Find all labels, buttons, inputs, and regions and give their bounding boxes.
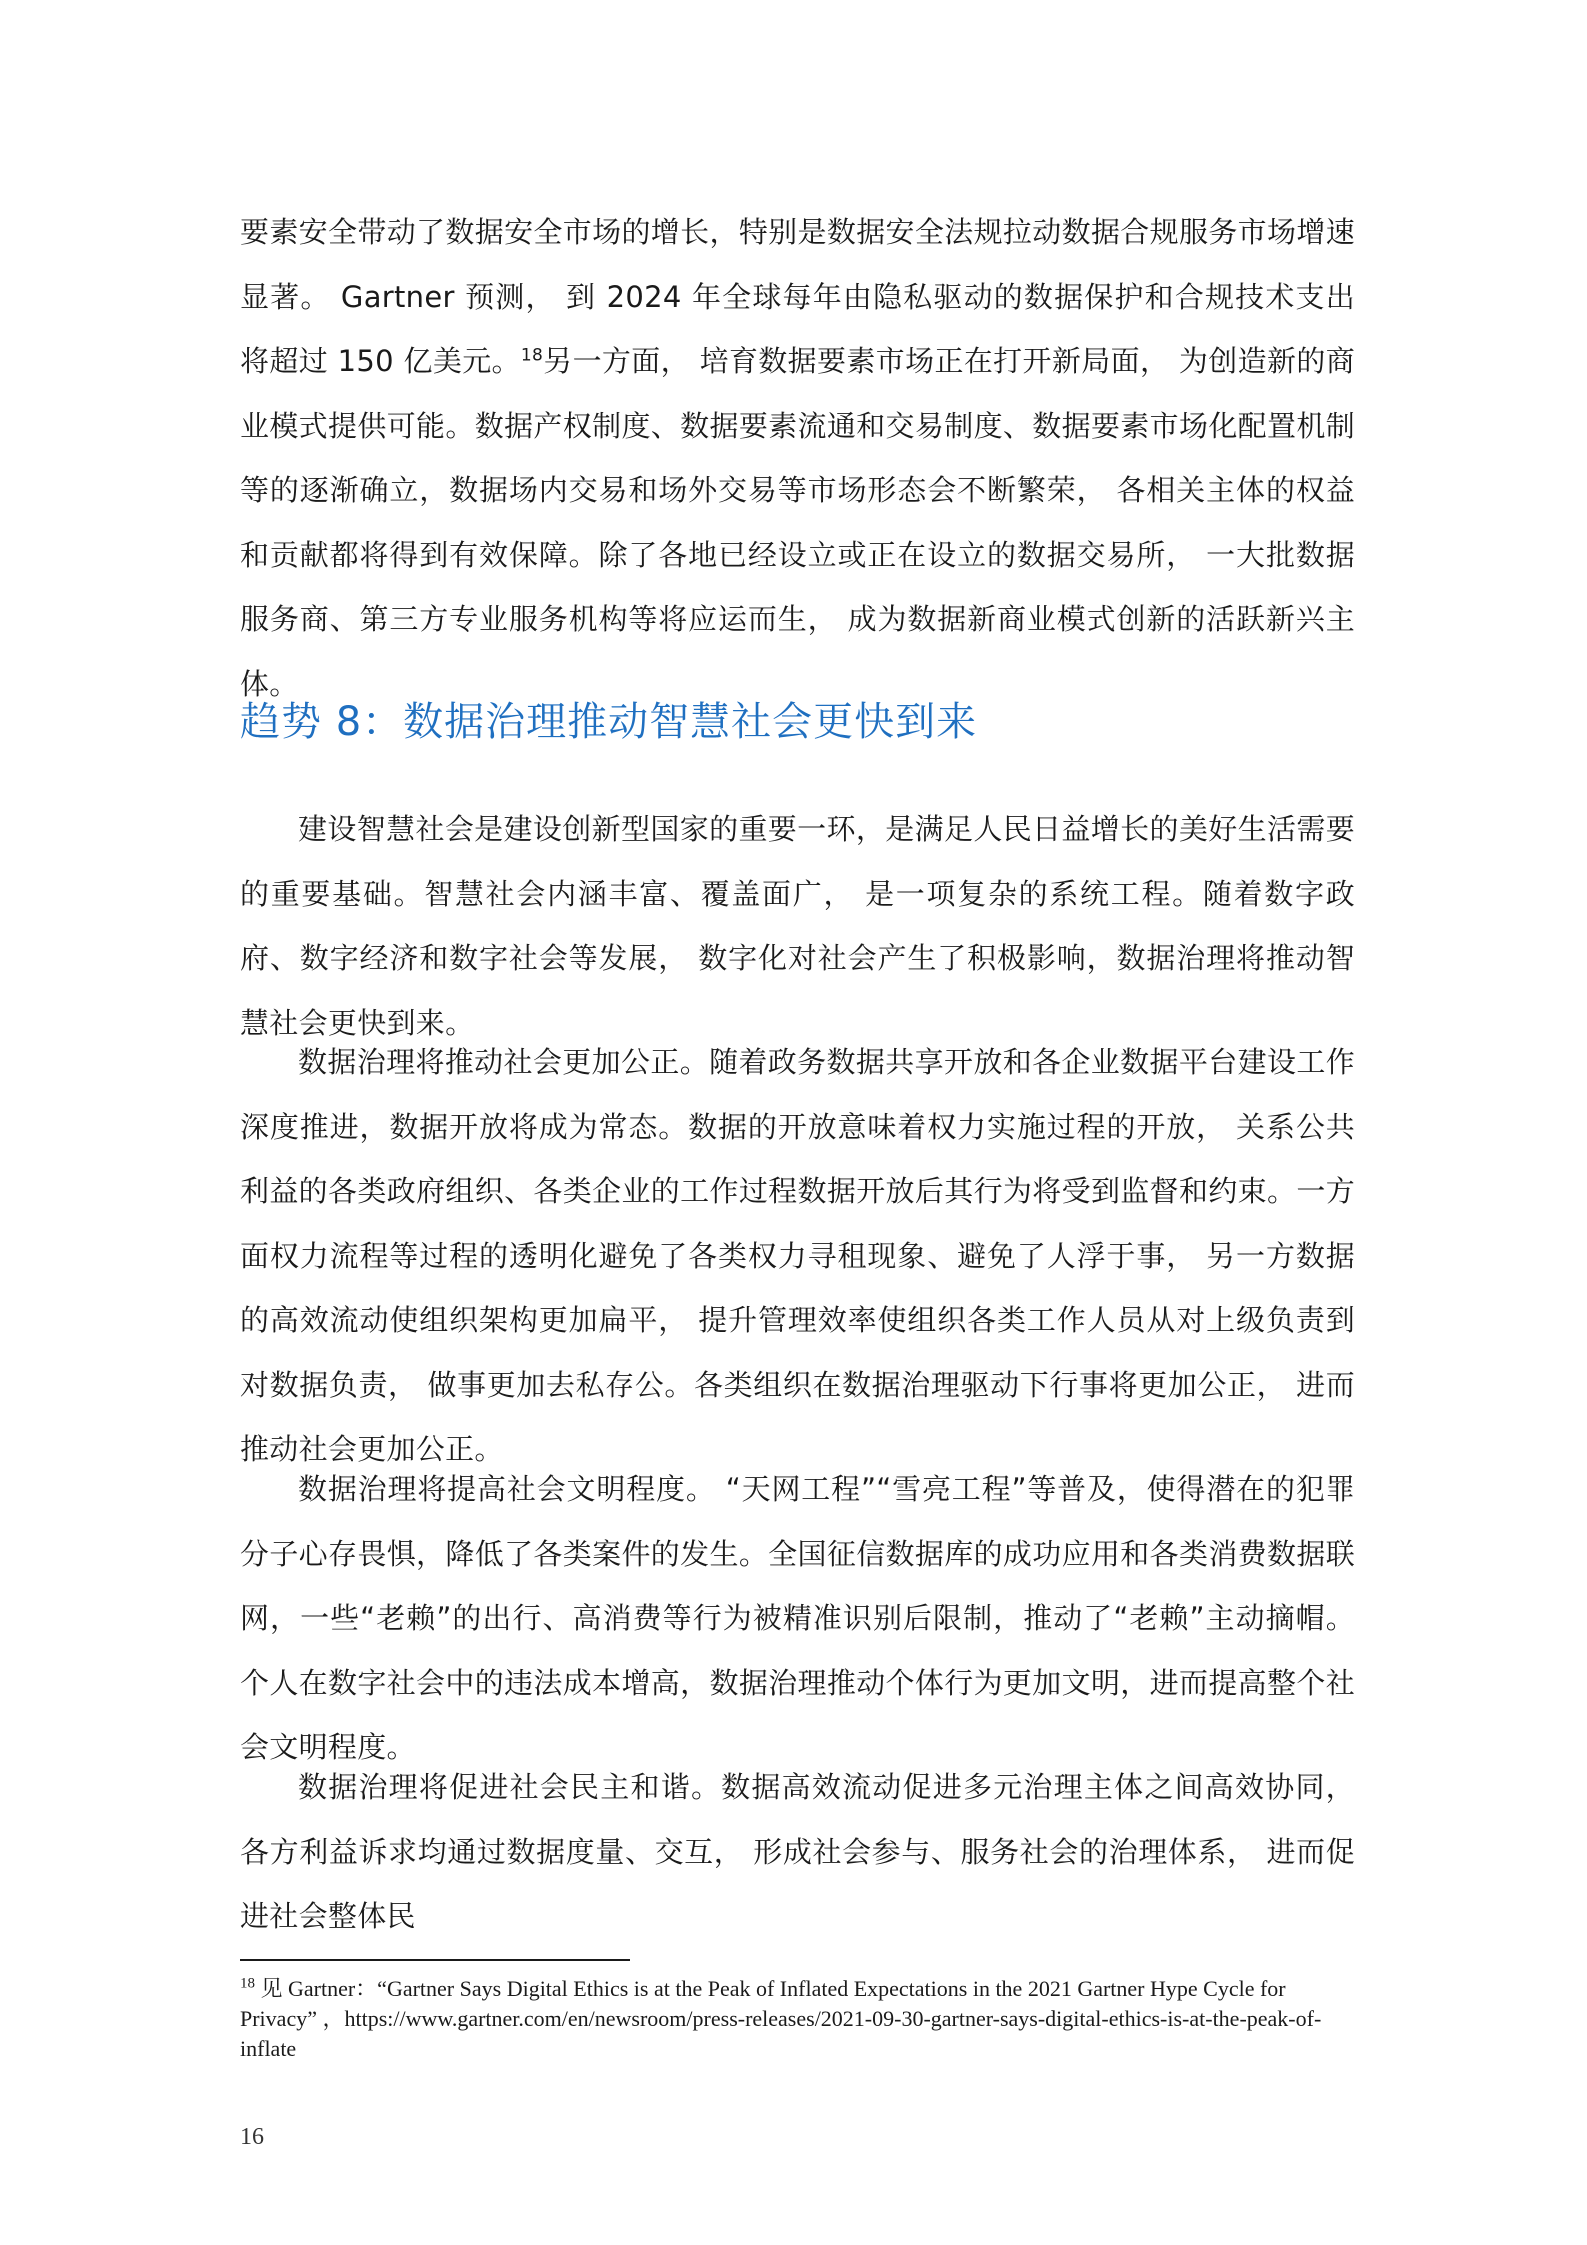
intro-text-part1: 要素安全带动了数据安全市场的增长，特别是数据安全法规拉动数据合规服务市场增速显著。 Gartner 预测， 到 2024 年全球每年由隐私驱动的数据保护和合规技术支出将超过 150 亿美元。 [240, 215, 1355, 378]
intro-paragraph [240, 200, 1355, 716]
section-heading: 趋势 8：数据治理推动智慧社会更快到来 [240, 699, 978, 745]
footnote-number: 18 [240, 1975, 255, 1992]
page-number: 16 [240, 2124, 264, 2150]
paragraph-democracy: 数据治理将促进社会民主和谐。数据高效流动促进多元治理主体之间高效协同， 各方利益诉求均通过数据度量、交互， 形成社会参与、服务社会的治理体系， 进而促进社会整体民 [240, 1770, 1355, 1933]
footnote [240, 1974, 1355, 2064]
paragraph-fairness: 数据治理将推动社会更加公正。随着政务数据共享开放和各企业数据平台建设工作深度推进，数据开放将成为常态。数据的开放意味着权力实施过程的开放， 关系公共利益的各类政府组织、各类企业的工作过程数据开放后其行为将受到监督和约束。一方面权力流程等过程的透明化避免了各类权力寻租现象、避免了人浮于事， 另一方数据的高效流动使组织架构更加扁平， 提升管理效率使组织各类工作人员从对上级负责到对数据负责， 做事更加去私存公。各类组织在数据治理驱动下行事将更加公正， 进而推动社会更加公正。 [240, 1045, 1355, 1466]
footnote-ref[interactable]: 18 [520, 345, 544, 366]
intro-text-part2: 另一方面， 培育数据要素市场正在打开新局面， 为创造新的商业模式提供可能。数据产权制度、数据要素流通和交易制度、数据要素市场化配置机制等的逐渐确立，数据场内交易和场外交易等市场形态会不断繁荣， 各相关主体的权益和贡献都将得到有效保障。除了各地已经设立或正在设立的数据交易所， 一大批数据服务商、第三方专业服务机构等将应运而生， 成为数据新商业模式创新的活跃新兴主体。 [240, 344, 1355, 701]
paragraph-smart-society: 建设智慧社会是建设创新型国家的重要一环，是满足人民日益增长的美好生活需要的重要基础。智慧社会内涵丰富、覆盖面广， 是一项复杂的系统工程。随着数字政府、数字经济和数字社会等发展， 数字化对社会产生了积极影响，数据治理将推动智慧社会更快到来。 [240, 812, 1355, 1040]
footnote-text: 见 Gartner：“Gartner Says Digital Ethics is at the Peak of Inflated Expectations in the 2021 Gartner Hype Cycle for Privacy” ，https://www.gartner.com/en/newsroom/press-releases/2021-09-30-gartner-says-digital-ethics-is-at-the-peak-of-inflate [240, 1976, 1322, 2061]
footnote-divider [240, 1959, 630, 1961]
paragraph-civility: 数据治理将提高社会文明程度。 “天网工程”“雪亮工程”等普及，使得潜在的犯罪分子心存畏惧，降低了各类案件的发生。全国征信数据库的成功应用和各类消费数据联网，一些“老赖”的出行、高消费等行为被精准识别后限制，推动了“老赖”主动摘帽。个人在数字社会中的违法成本增高，数据治理推动个体行为更加文明，进而提高整个社会文明程度。 [240, 1472, 1355, 1764]
